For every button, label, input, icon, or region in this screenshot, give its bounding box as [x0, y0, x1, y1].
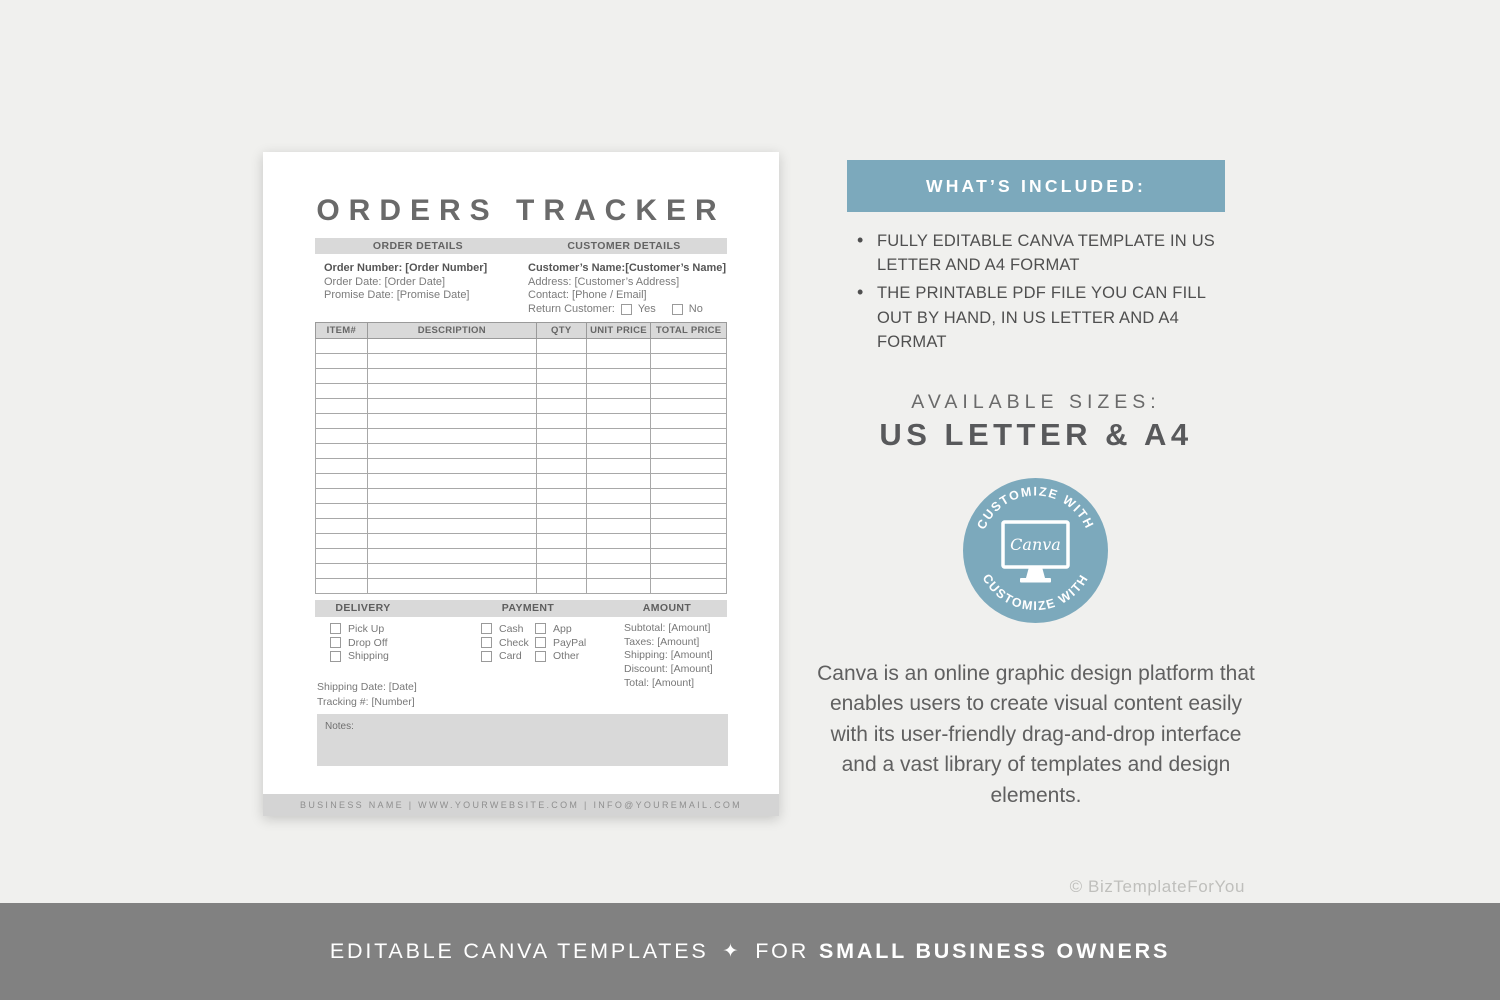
- banner-text-mid: FOR: [755, 939, 810, 963]
- table-cell: [587, 519, 652, 533]
- col-description: DESCRIPTION: [368, 323, 537, 338]
- table-cell: [537, 579, 587, 593]
- table-row: [315, 399, 727, 414]
- table-cell: [651, 504, 726, 518]
- table-cell: [368, 384, 537, 398]
- table-cell: [651, 384, 726, 398]
- table-cell: [651, 579, 726, 593]
- subtotal-line: Subtotal: [Amount]: [624, 622, 711, 634]
- tracking-number-line: Tracking #: [Number]: [317, 695, 415, 708]
- table-cell: [537, 489, 587, 503]
- cash-label: Cash: [499, 622, 524, 635]
- paypal-label: PayPal: [553, 636, 587, 649]
- delivery-header: DELIVERY: [335, 602, 391, 614]
- app-checkbox: [535, 623, 546, 634]
- table-cell: [651, 564, 726, 578]
- discount-line: Discount: [Amount]: [624, 663, 713, 676]
- table-cell: [587, 489, 652, 503]
- delivery-option: [330, 622, 389, 636]
- table-cell: [587, 504, 652, 518]
- shipping-tracking-block: [317, 680, 417, 709]
- table-cell: [368, 579, 537, 593]
- customer-details-block: [528, 262, 726, 316]
- table-cell: [316, 579, 368, 593]
- payment-option: [535, 622, 586, 636]
- table-cell: [368, 489, 537, 503]
- table-cell: [587, 399, 652, 413]
- dropoff-label: Drop Off: [348, 636, 388, 649]
- check-checkbox: [481, 637, 492, 648]
- paypal-checkbox: [535, 637, 546, 648]
- table-cell: [537, 414, 587, 428]
- table-cell: [651, 429, 726, 443]
- table-cell: [587, 339, 652, 353]
- table-cell: [537, 354, 587, 368]
- table-cell: [368, 369, 537, 383]
- table-cell: [368, 564, 537, 578]
- table-cell: [537, 549, 587, 563]
- items-table-body: [315, 339, 727, 594]
- table-row: [315, 369, 727, 384]
- notes-label: Notes:: [325, 721, 354, 732]
- table-cell: [316, 399, 368, 413]
- table-cell: [537, 369, 587, 383]
- table-cell: [368, 354, 537, 368]
- table-row: [315, 354, 727, 369]
- cash-checkbox: [481, 623, 492, 634]
- col-unit-price: UNIT PRICE: [587, 323, 652, 338]
- sparkle-icon: ✦: [722, 941, 742, 962]
- shipping-date-line: Shipping Date: [Date]: [317, 681, 417, 693]
- return-no-label: No: [688, 302, 703, 315]
- details-header-bar: [315, 238, 727, 254]
- notes-box: [317, 714, 728, 766]
- table-cell: [587, 564, 652, 578]
- table-cell: [316, 549, 368, 563]
- payment-options-col1: [481, 622, 529, 663]
- table-cell: [587, 444, 652, 458]
- taxes-line: Taxes: [Amount]: [624, 635, 700, 648]
- table-cell: [537, 519, 587, 533]
- available-sizes-label: AVAILABLE SIZES:: [911, 391, 1161, 413]
- table-cell: [587, 579, 652, 593]
- customer-details-header: CUSTOMER DETAILS: [567, 240, 681, 252]
- total-line: Total: [Amount]: [624, 676, 695, 689]
- table-cell: [316, 354, 368, 368]
- table-cell: [651, 519, 726, 533]
- table-cell: [587, 384, 652, 398]
- amount-block: [624, 622, 713, 691]
- table-cell: [537, 339, 587, 353]
- table-cell: [316, 474, 368, 488]
- payment-option: [535, 649, 586, 663]
- table-row: [315, 459, 727, 474]
- table-cell: [316, 414, 368, 428]
- table-cell: [316, 384, 368, 398]
- orders-tracker-page: [263, 152, 779, 816]
- table-cell: [651, 399, 726, 413]
- card-checkbox: [481, 651, 492, 662]
- shipping-label: Shipping: [348, 650, 389, 663]
- table-cell: [537, 504, 587, 518]
- table-cell: [368, 399, 537, 413]
- canva-script-logo: Canva: [1010, 535, 1061, 554]
- table-cell: [587, 414, 652, 428]
- table-cell: [587, 534, 652, 548]
- delivery-options: [330, 622, 389, 663]
- table-cell: [368, 339, 537, 353]
- order-date-line: Order Date: [Order Date]: [324, 275, 446, 288]
- table-cell: [368, 474, 537, 488]
- table-row: [315, 444, 727, 459]
- delivery-option: [330, 649, 389, 663]
- table-cell: [368, 444, 537, 458]
- table-cell: [651, 414, 726, 428]
- delivery-payment-amount-bar: [315, 600, 727, 617]
- customize-with-canva-badge: [963, 478, 1108, 623]
- other-label: Other: [553, 650, 580, 663]
- payment-header: PAYMENT: [501, 602, 555, 614]
- table-cell: [537, 474, 587, 488]
- table-row: [315, 429, 727, 444]
- table-row: [315, 384, 727, 399]
- table-cell: [651, 444, 726, 458]
- col-total-price: TOTAL PRICE: [655, 325, 722, 336]
- payment-option: [481, 636, 529, 650]
- customer-address-line: Address: [Customer’s Address]: [528, 275, 680, 288]
- check-label: Check: [499, 636, 529, 649]
- included-item-1: • FULLY EDITABLE CANVA TEMPLATE IN US LETTER AND A4 FORMAT: [853, 229, 1225, 277]
- payment-option: [481, 622, 529, 636]
- canva-description: Canva is an online graphic design platform that enables users to create visual content easily with its user-friendly drag-and-drop interface and a vast library of templates and design elements.: [817, 662, 1255, 807]
- table-cell: [537, 534, 587, 548]
- amount-header: AMOUNT: [642, 602, 692, 614]
- order-details-header: ORDER DETAILS: [372, 240, 464, 252]
- table-cell: [316, 564, 368, 578]
- table-cell: [651, 339, 726, 353]
- pickup-label: Pick Up: [348, 622, 385, 635]
- whats-included-header: WHAT’S INCLUDED:: [847, 160, 1225, 212]
- table-cell: [651, 354, 726, 368]
- included-item-2: • THE PRINTABLE PDF FILE YOU CAN FILL OUT BY HAND, IN US LETTER AND A4 FORMAT: [853, 281, 1225, 354]
- table-row: [315, 504, 727, 519]
- table-row: [315, 579, 727, 594]
- customer-name-line: Customer’s Name:[Customer’s Name]: [528, 262, 727, 274]
- table-cell: [651, 549, 726, 563]
- table-row: [315, 564, 727, 579]
- order-number-line: Order Number: [Order Number]: [324, 262, 488, 274]
- table-cell: [316, 519, 368, 533]
- customer-contact-line: Contact: [Phone / Email]: [528, 289, 647, 302]
- table-cell: [316, 504, 368, 518]
- table-row: [315, 489, 727, 504]
- table-row: [315, 474, 727, 489]
- return-customer-label: Return Customer:: [528, 302, 615, 315]
- included-list: [853, 229, 1225, 358]
- sizes-value: US LETTER & A4: [879, 417, 1193, 452]
- table-cell: [316, 459, 368, 473]
- table-row: [315, 534, 727, 549]
- order-details-block: [324, 262, 487, 303]
- table-cell: [537, 429, 587, 443]
- table-row: [315, 414, 727, 429]
- document-footer: BUSINESS NAME | WWW.YOURWEBSITE.COM | INFO@YOUREMAIL.COM: [263, 794, 779, 816]
- table-cell: [368, 459, 537, 473]
- table-cell: [651, 459, 726, 473]
- shipping-checkbox: [330, 651, 341, 662]
- items-table: [315, 322, 727, 594]
- table-cell: [587, 369, 652, 383]
- table-cell: [537, 399, 587, 413]
- table-cell: [651, 474, 726, 488]
- other-checkbox: [535, 651, 546, 662]
- return-customer-line: [528, 303, 726, 317]
- table-cell: [316, 429, 368, 443]
- payment-option: [535, 636, 586, 650]
- table-row: [315, 549, 727, 564]
- table-cell: [537, 444, 587, 458]
- col-qty: QTY: [537, 323, 587, 338]
- table-cell: [651, 369, 726, 383]
- table-cell: [537, 459, 587, 473]
- table-cell: [651, 489, 726, 503]
- bottom-banner: [0, 903, 1500, 1000]
- table-cell: [316, 534, 368, 548]
- page-title: ORDERS TRACKER: [316, 194, 726, 227]
- table-cell: [368, 429, 537, 443]
- table-cell: [368, 549, 537, 563]
- table-cell: [368, 414, 537, 428]
- table-cell: [537, 384, 587, 398]
- table-cell: [368, 534, 537, 548]
- banner-text-left: EDITABLE CANVA TEMPLATES: [329, 939, 709, 963]
- card-label: Card: [499, 650, 522, 663]
- shipping-amount-line: Shipping: [Amount]: [624, 649, 713, 662]
- dropoff-checkbox: [330, 637, 341, 648]
- col-item: ITEM#: [316, 323, 368, 338]
- table-cell: [316, 489, 368, 503]
- return-yes-checkbox: [621, 304, 632, 315]
- table-cell: [537, 564, 587, 578]
- brand-watermark: © BizTemplateForYou: [1069, 877, 1245, 896]
- payment-options-col2: [535, 622, 586, 663]
- pickup-checkbox: [330, 623, 341, 634]
- table-cell: [587, 429, 652, 443]
- return-yes-label: Yes: [637, 302, 656, 315]
- table-cell: [316, 339, 368, 353]
- table-row: [315, 519, 727, 534]
- table-cell: [587, 474, 652, 488]
- table-cell: [651, 534, 726, 548]
- table-cell: [587, 354, 652, 368]
- payment-option: [481, 649, 529, 663]
- items-table-header: [315, 322, 727, 339]
- delivery-option: [330, 636, 389, 650]
- table-cell: [368, 519, 537, 533]
- table-cell: [368, 504, 537, 518]
- return-no-checkbox: [672, 304, 683, 315]
- app-label: App: [553, 622, 572, 635]
- banner-text-bold: SMALL BUSINESS OWNERS: [819, 939, 1171, 963]
- table-cell: [316, 369, 368, 383]
- table-row: [315, 339, 727, 354]
- table-cell: [587, 549, 652, 563]
- badge-arc-bottom-text: CUSTOMIZE WITH: [979, 571, 1092, 614]
- promise-date-line: Promise Date: [Promise Date]: [324, 289, 470, 302]
- table-cell: [316, 444, 368, 458]
- badge-arc-top-text: CUSTOMIZE WITH: [974, 484, 1097, 532]
- table-cell: [587, 459, 652, 473]
